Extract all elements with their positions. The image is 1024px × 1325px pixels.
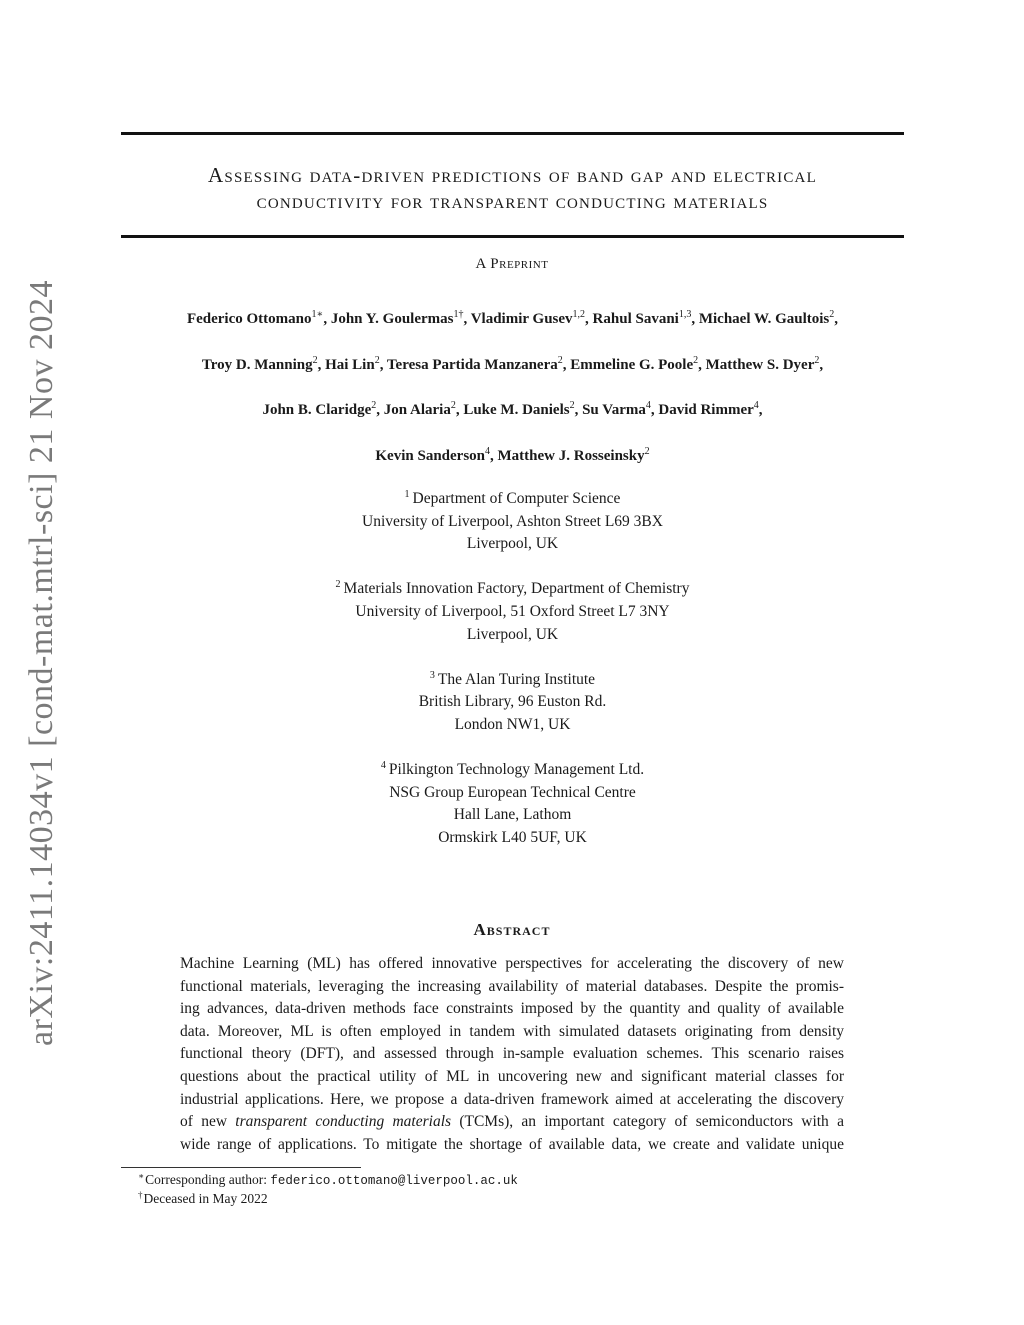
affiliation-1 [121,488,904,556]
author-separator: , [562,356,571,373]
affiliation-line: London NW1, UK [454,715,571,733]
footnote-mark: ∗ [138,1171,145,1181]
author-separator: , [376,402,384,418]
author-affiliation-mark: 2 [374,354,380,366]
author-affiliation-mark: 2 [557,354,563,366]
affiliation-2 [121,578,904,646]
author-separator: , [317,356,326,373]
author-separator: , [379,356,387,373]
author-name: Su Varma [582,402,646,418]
author-affiliation-mark: 4 [485,445,490,457]
affiliation-line: Materials Innovation Factory, Department of Chemistry [343,580,690,598]
footnote-corresponding-author [138,1172,518,1188]
author-name: Federico Ottomano [186,311,312,327]
affiliation-number: 3 [429,669,435,681]
abstract-body [180,953,844,1156]
affiliation-line: The Alan Turing Institute [437,670,596,688]
affiliation-line: British Library, 96 Euston Rd. [418,693,607,711]
author-line-2 [121,354,904,400]
abstract-text: of new [180,1113,236,1131]
affiliation-line: Department of Computer Science [412,490,621,507]
title-line-2: conductivity for transparent conducting materials [256,189,769,213]
author-separator: , [698,356,706,373]
abstract-line: industrial applications. Here, we propose a data-driven framework aimed at accelerating the discovery [180,1090,844,1108]
author-separator: , [323,311,331,327]
abstract-line [180,1111,844,1134]
author-affiliation-mark: 2 [829,309,835,320]
author-affiliation-mark: 4 [753,400,759,411]
author-separator: , [758,402,763,418]
author-separator: , [463,311,471,327]
affiliation-number: 2 [335,579,341,591]
author-separator: , [574,402,583,418]
affiliation-number: 1 [404,489,410,500]
author-separator: , [834,311,839,327]
author-separator: , [490,447,498,464]
title-line-1: Assessing data-driven predictions of band gap and electrical [208,163,817,187]
author-line-1 [121,308,904,354]
author-name: David Rimmer [658,402,754,418]
affiliation-line: University of Liverpool, Ashton Street L69 3BX [362,512,663,530]
corresponding-email[interactable]: federico.ottomano@liverpool.ac.uk [270,1174,518,1188]
author-name: Kevin Sanderson [375,447,485,464]
paper-title [121,162,904,214]
footnote-text: Deceased in May 2022 [143,1191,268,1206]
author-affiliation-mark: 2 [569,400,575,411]
affiliation-4 [121,759,904,849]
abstract-line: wide range of applications. To mitigate the shortage of available data, we create and validate unique [180,1135,844,1153]
affiliation-line: Hall Lane, Lathom [453,806,572,824]
abstract-line: data. Moreover, ML is often employed in tandem with simulated datasets originating from density [180,1022,844,1040]
author-name: Matthew S. Dyer [705,356,815,373]
author-name: Michael W. Gaultois [698,311,830,327]
author-separator: , [650,402,659,418]
affiliation-line: Liverpool, UK [466,535,559,553]
abstract-line: Machine Learning (ML) has offered innovative perspectives for accelerating the discovery of new [180,955,844,972]
author-affiliation-mark: 2 [450,400,456,411]
title-bottom-rule [121,235,904,238]
footnote-deceased [138,1191,268,1207]
author-separator: , [819,356,824,373]
author-name: Hai Lin [325,356,375,373]
author-name: Troy D. Manning [201,356,313,373]
footnote-mark: † [138,1190,143,1200]
author-affiliation-mark: 2 [693,354,699,366]
author-affiliation-mark: 2 [814,354,820,366]
author-affiliation-mark: 2 [644,445,650,457]
author-affiliation-mark: 2 [371,400,377,411]
affiliation-line: Liverpool, UK [466,625,559,643]
author-name: Emmeline G. Poole [570,356,694,373]
affiliation-line: Ormskirk L40 5UF, UK [438,828,587,846]
author-affiliation-mark: 1∗ [311,309,324,320]
abstract-emphasis: transparent conducting materials [235,1113,452,1131]
arxiv-identifier: arXiv:2411.14034v1 [cond-mat.mtrl-sci] 21 Nov 2024 [23,280,60,1046]
abstract-line: questions about the practical utility of ML in uncovering new and significant material classes for [180,1067,844,1085]
affiliation-number: 4 [380,760,386,772]
abstract-line: ing advances, data-driven methods face constraints imposed by the quantity and quality of available [180,1000,844,1018]
author-line-3 [121,399,904,445]
author-name: John Y. Goulermas [330,311,454,327]
author-name: Jon Alaria [383,402,451,418]
affiliation-line: NSG Group European Technical Centre [389,783,636,801]
author-name: Luke M. Daniels [463,402,570,418]
author-affiliation-mark: 1† [453,309,464,320]
abstract-text: (TCMs), an important category of semiconductors with a [451,1113,844,1131]
author-line-4 [121,445,904,491]
preprint-label: A Preprint [475,256,549,272]
affiliation-3 [121,669,904,737]
author-affiliation-mark: 4 [645,400,651,411]
author-affiliation-mark: 1,3 [678,309,692,320]
abstract-line: functional materials, leveraging the increasing availability of material databases. Despite the promis- [180,977,844,995]
abstract-heading: Abstract [473,920,551,939]
author-list [121,308,904,490]
author-affiliation-mark: 2 [312,354,318,366]
author-name: Rahul Savani [592,311,679,327]
author-separator: , [691,311,699,327]
affiliations [121,488,904,872]
author-separator: , [455,402,464,418]
author-affiliation-mark: 1,2 [572,309,586,320]
affiliation-line: Pilkington Technology Management Ltd. [388,761,645,779]
abstract-line: functional theory (DFT), and assessed through in-sample evaluation schemes. This scenario raises [180,1045,844,1063]
author-name: Vladimir Gusev [470,311,573,327]
author-separator: , [585,311,593,327]
footnote-label: Corresponding author: [145,1172,271,1187]
title-top-rule [121,132,904,135]
author-name: Teresa Partida Manzanera [386,356,558,373]
author-name: John B. Claridge [262,402,372,418]
affiliation-line: University of Liverpool, 51 Oxford Street L7 3NY [355,602,670,620]
footnote-rule [121,1167,361,1168]
author-name: Matthew J. Rosseinsky [497,447,645,464]
